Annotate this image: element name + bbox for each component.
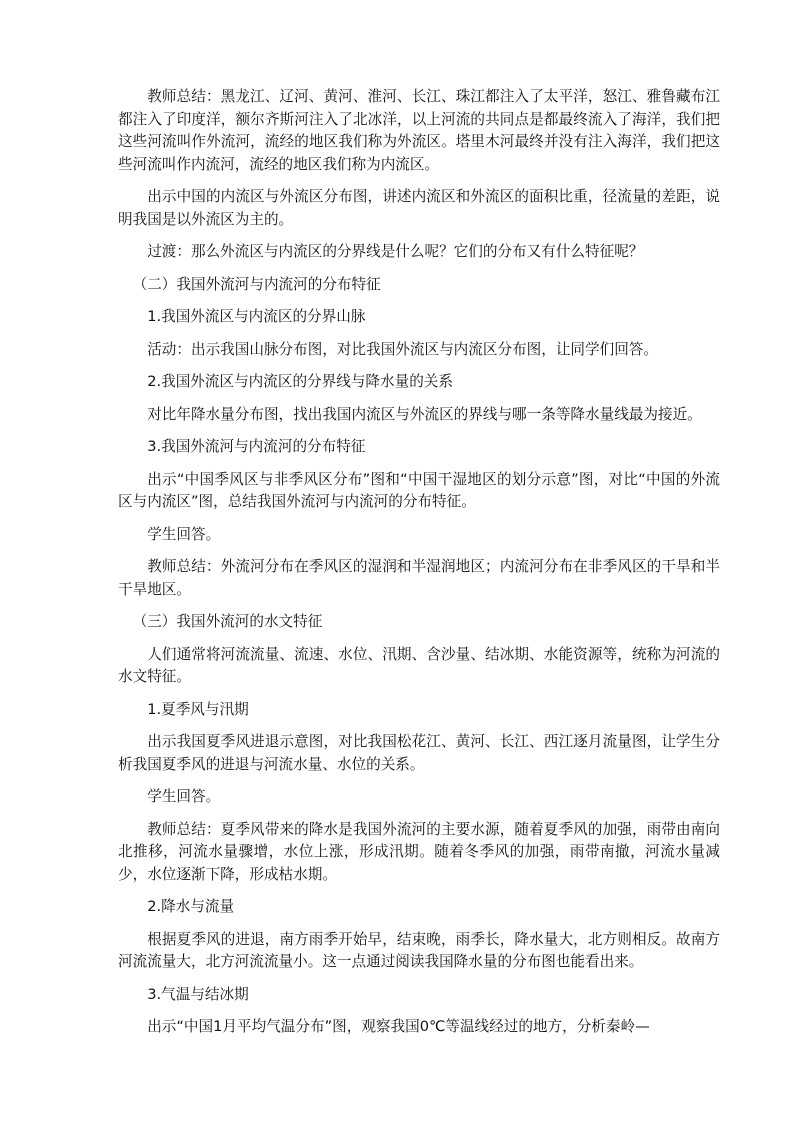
paragraph-compare-rainfall: 对比年降水量分布图，找出我国内流区与外流区的界线与哪一条等降水量线最为接近。 (147, 405, 702, 423)
subheading-3-1: 1.夏季风与汛期 (147, 700, 249, 718)
paragraph-show-monsoon-maps: 出示“中国季风区与非季风区分布”图和“中国干湿地区的划分示意”图，对比“中国的外流区与内流区”图，总结我国外流河与内流河的分布特征。 (118, 470, 720, 510)
subheading-2-3: 3.我国外流河与内流河的分布特征 (147, 438, 366, 455)
paragraph-summary-distribution: 教师总结：外流河分布在季风区的湿润和半湿润地区；内流河分布在非季风区的干旱和半干旱地区。 (118, 558, 720, 598)
paragraph-temperature-ice: 出示“中国1月平均气温分布”图，观察我国0℃等温线经过的地方，分析秦岭— (147, 1018, 650, 1035)
subheading-2-2: 2.我国外流区与内流区的分界线与降水量的关系 (147, 373, 453, 390)
paragraph-show-map: 出示中国的内流区与外流区分布图，讲述内流区和外流区的面积比重，径流量的差距，说明我国是以外流区为主的。 (118, 188, 720, 228)
paragraph-show-monsoon-advance: 出示我国夏季风进退示意图，对比我国松花江、黄河、长江、西江逐月流量图，让学生分析我国夏季风的进退与河流水量、水位的关系。 (118, 733, 720, 773)
paragraph-hydrology-intro: 人们通常将河流流量、流速、水位、汛期、含沙量、结冰期、水能资源等，统称为河流的水文特征。 (118, 645, 720, 685)
paragraph-student-answer-1: 学生回答。 (147, 525, 221, 543)
paragraph-summary-flood: 教师总结：夏季风带来的降水是我国外流河的主要水源，随着夏季风的加强，雨带由南向北推移，河流水量骤增，水位上涨，形成汛期。随着冬季风的加强，雨带南撤，河流水量减少，水位逐渐下降，形成枯水期。 (118, 820, 720, 883)
paragraph-rain-flow: 根据夏季风的进退，南方雨季开始早，结束晚，雨季长，降水量大，北方则相反。故南方河流流量大，北方河流流量小。这一点通过阅读我国降水量的分布图也能看出来。 (118, 930, 720, 970)
subheading-3-3: 3.气温与结冰期 (147, 985, 249, 1003)
section-heading-3: （三）我国外流河的水文特征 (132, 613, 323, 630)
paragraph-summary-outflow: 教师总结：黑龙江、辽河、黄河、淮河、长江、珠江都注入了太平洋，怒江、雅鲁藏布江都注入了印度洋，额尔齐斯河注入了北冰洋，以上河流的共同点是都最终流入了海洋，我们把这些河流叫作外流河，流经的地区我们称为外流区。塔里木河最终并没有注入海洋，我们把这些河流叫作内流河，流经的地区我们称为内流区。 (118, 88, 720, 173)
subheading-3-2: 2.降水与流量 (147, 898, 235, 915)
paragraph-student-answer-2: 学生回答。 (147, 788, 221, 805)
section-heading-2: （二）我国外流河与内流河的分布特征 (132, 275, 381, 293)
document-page (118, 86, 720, 1049)
paragraph-transition: 过渡：那么外流区与内流区的分界线是什么呢？它们的分布又有什么特征呢？ (147, 243, 644, 260)
paragraph-activity: 活动：出示我国山脉分布图，对比我国外流区与内流区分布图，让同学们回答。 (147, 340, 658, 358)
subheading-2-1: 1.我国外流区与内流区的分界山脉 (147, 308, 366, 325)
